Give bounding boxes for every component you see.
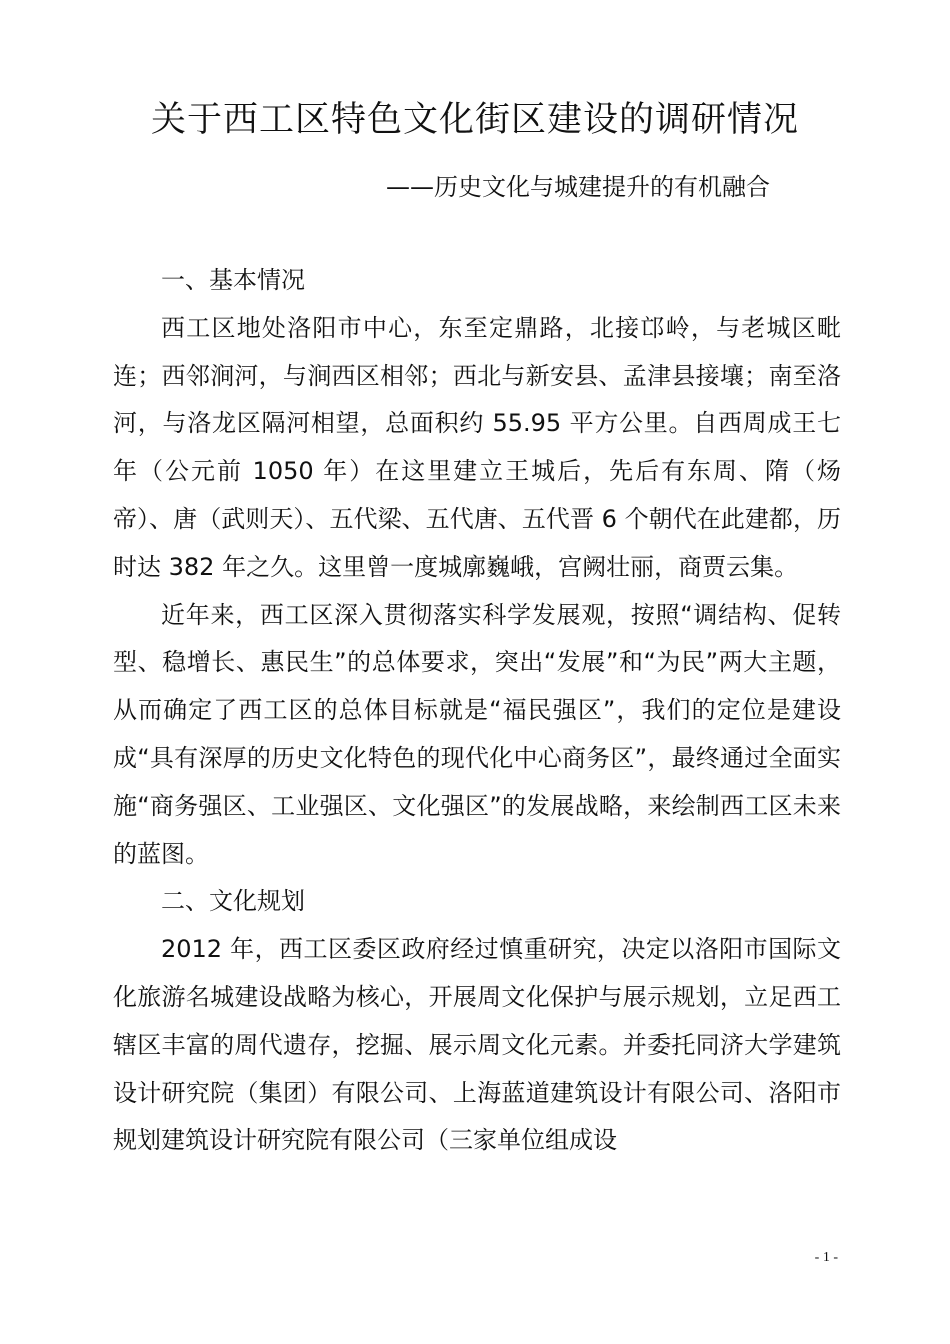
page-number: - 1 - [814,1250,838,1265]
section-heading: 一、基本情况 [161,266,305,294]
paragraph: 近年来，西工区深入贯彻落实科学发展观，按照“调结构、促转型、稳增长、惠民生”的总体要求，突出“发展”和“为民”两大主题，从而确定了西工区的总体目标就是“福民强区”，我们的定位是建设成“具有深厚的历史文化特色的现代化中心商务区”，最终通过全面实施“商务强区、工业强区、文化强区”的发展战略，来绘制西工区未来的蓝图。 [113,600,841,868]
document-body [113,257,841,1165]
paragraph: 西工区地处洛阳市中心，东至定鼎路，北接邙岭，与老城区毗连；西邻涧河，与涧西区相邻；西北与新安县、孟津县接壤；南至洛河，与洛龙区隔河相望，总面积约 55.95 平方公里。自西周成王七年（公元前 1050 年）在这里建立王城后，先后有东周、隋（炀帝）、唐（武则天）、五代梁、五代唐、五代晋 6 个朝代在此建都，历时达 382 年之久。这里曾一度城廓巍峨，宫阙壮丽，商贾云集。 [113,313,841,581]
paragraph: 2012 年，西工区委区政府经过慎重研究，决定以洛阳市国际文化旅游名城建设战略为核心，开展周文化保护与展示规划，立足西工辖区丰富的周代遗存，挖掘、展示周文化元素。并委托同济大学建筑设计研究院（集团）有限公司、上海蓝道建筑设计有限公司、洛阳市规划建筑设计研究院有限公司（三家单位组成设 [113,935,841,1155]
document-subtitle: ——历史文化与城建提升的有机融合 [386,173,770,201]
section-heading: 二、文化规划 [161,887,305,916]
document-title: 关于西工区特色文化街区建设的调研情况 [150,100,799,140]
